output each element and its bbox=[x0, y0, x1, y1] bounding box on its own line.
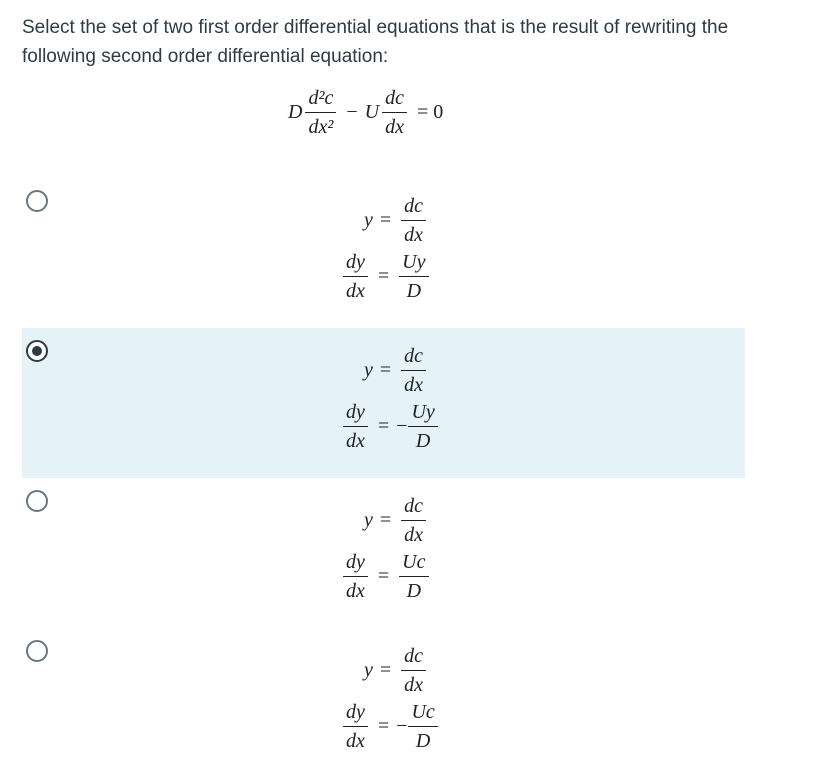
fraction-numerator: Uy bbox=[411, 400, 435, 423]
dc-dx-fraction bbox=[401, 344, 426, 397]
answer-option-2[interactable] bbox=[22, 328, 745, 478]
fraction-numerator: dy bbox=[346, 250, 365, 273]
rhs-fraction bbox=[399, 550, 428, 603]
option-equations bbox=[340, 342, 441, 454]
dy-dx-fraction bbox=[343, 400, 368, 453]
fraction-denominator: dx bbox=[346, 429, 365, 452]
equals-sign: = bbox=[377, 714, 390, 737]
equation-line-1 bbox=[364, 342, 441, 398]
fraction-denominator: dx bbox=[404, 673, 424, 696]
fraction-denominator: dx bbox=[404, 373, 424, 396]
sign: − bbox=[396, 414, 408, 437]
question-text: Select the set of two first order differential equations that is the result of rewriting the following second order differential equation: bbox=[22, 17, 729, 67]
equals-sign: = bbox=[377, 264, 390, 287]
fraction-numerator: dy bbox=[346, 550, 365, 573]
equals-sign: = bbox=[379, 658, 392, 681]
fraction-denominator: dx bbox=[385, 116, 404, 138]
coefficient-u: U bbox=[364, 101, 380, 123]
fraction-numerator: dc bbox=[404, 644, 424, 667]
equation-line-2 bbox=[340, 398, 441, 454]
fraction-numerator: dc bbox=[404, 194, 424, 217]
fraction-numerator: dc bbox=[404, 344, 424, 367]
answer-option-1[interactable] bbox=[22, 178, 745, 328]
fraction-denominator: dx bbox=[404, 223, 424, 246]
equals-sign: = bbox=[379, 208, 392, 231]
minus-sign: − bbox=[346, 101, 358, 123]
option-equations bbox=[340, 492, 432, 604]
radio-button[interactable] bbox=[26, 640, 48, 662]
fraction-numerator: Uy bbox=[402, 250, 426, 273]
radio-button[interactable] bbox=[26, 340, 48, 362]
equals-sign: = bbox=[377, 564, 390, 587]
answer-option-3[interactable] bbox=[22, 478, 745, 628]
option-equations bbox=[340, 192, 432, 304]
equals-zero: = 0 bbox=[416, 101, 444, 123]
dc-dx-fraction bbox=[401, 494, 426, 547]
fraction-numerator: dc bbox=[385, 87, 404, 109]
second-derivative-fraction bbox=[305, 86, 336, 139]
radio-button[interactable] bbox=[26, 490, 48, 512]
equation-line-2 bbox=[340, 248, 432, 304]
fraction-numerator: d²c bbox=[308, 87, 334, 109]
fraction-denominator: D bbox=[406, 279, 422, 302]
rhs-fraction bbox=[408, 700, 437, 753]
fraction-numerator: Uc bbox=[402, 550, 426, 573]
fraction-denominator: dx² bbox=[308, 116, 334, 138]
fraction-numerator: dc bbox=[404, 494, 424, 517]
fraction-numerator: dy bbox=[346, 400, 365, 423]
radio-button[interactable] bbox=[26, 190, 48, 212]
answer-option-4[interactable] bbox=[22, 628, 745, 778]
fraction-denominator: dx bbox=[346, 279, 365, 302]
lhs-y: y bbox=[364, 208, 373, 231]
lhs-y: y bbox=[364, 508, 373, 531]
second-order-equation bbox=[288, 86, 450, 139]
equals-sign: = bbox=[379, 508, 392, 531]
lhs-y: y bbox=[364, 658, 373, 681]
rhs-fraction bbox=[408, 400, 437, 453]
first-derivative-fraction bbox=[382, 86, 407, 139]
equals-sign: = bbox=[377, 414, 390, 437]
fraction-denominator: dx bbox=[404, 523, 424, 546]
fraction-denominator: D bbox=[415, 729, 431, 752]
fraction-denominator: dx bbox=[346, 729, 365, 752]
fraction-numerator: Uc bbox=[411, 700, 435, 723]
equation-line-2 bbox=[340, 698, 441, 754]
dy-dx-fraction bbox=[343, 250, 368, 303]
equation-line-1 bbox=[364, 642, 441, 698]
rhs-fraction bbox=[399, 250, 428, 303]
fraction-denominator: D bbox=[406, 579, 422, 602]
fraction-denominator: D bbox=[415, 429, 431, 452]
equation-line-1 bbox=[364, 192, 432, 248]
dy-dx-fraction bbox=[343, 550, 368, 603]
coefficient-d: D bbox=[288, 101, 303, 123]
sign: − bbox=[396, 714, 408, 737]
fraction-denominator: dx bbox=[346, 579, 365, 602]
equation-line-2 bbox=[340, 548, 432, 604]
lhs-y: y bbox=[364, 358, 373, 381]
option-equations bbox=[340, 642, 441, 754]
dc-dx-fraction bbox=[401, 644, 426, 697]
equals-sign: = bbox=[379, 358, 392, 381]
dc-dx-fraction bbox=[401, 194, 426, 247]
dy-dx-fraction bbox=[343, 700, 368, 753]
equation-line-1 bbox=[364, 492, 432, 548]
fraction-numerator: dy bbox=[346, 700, 365, 723]
